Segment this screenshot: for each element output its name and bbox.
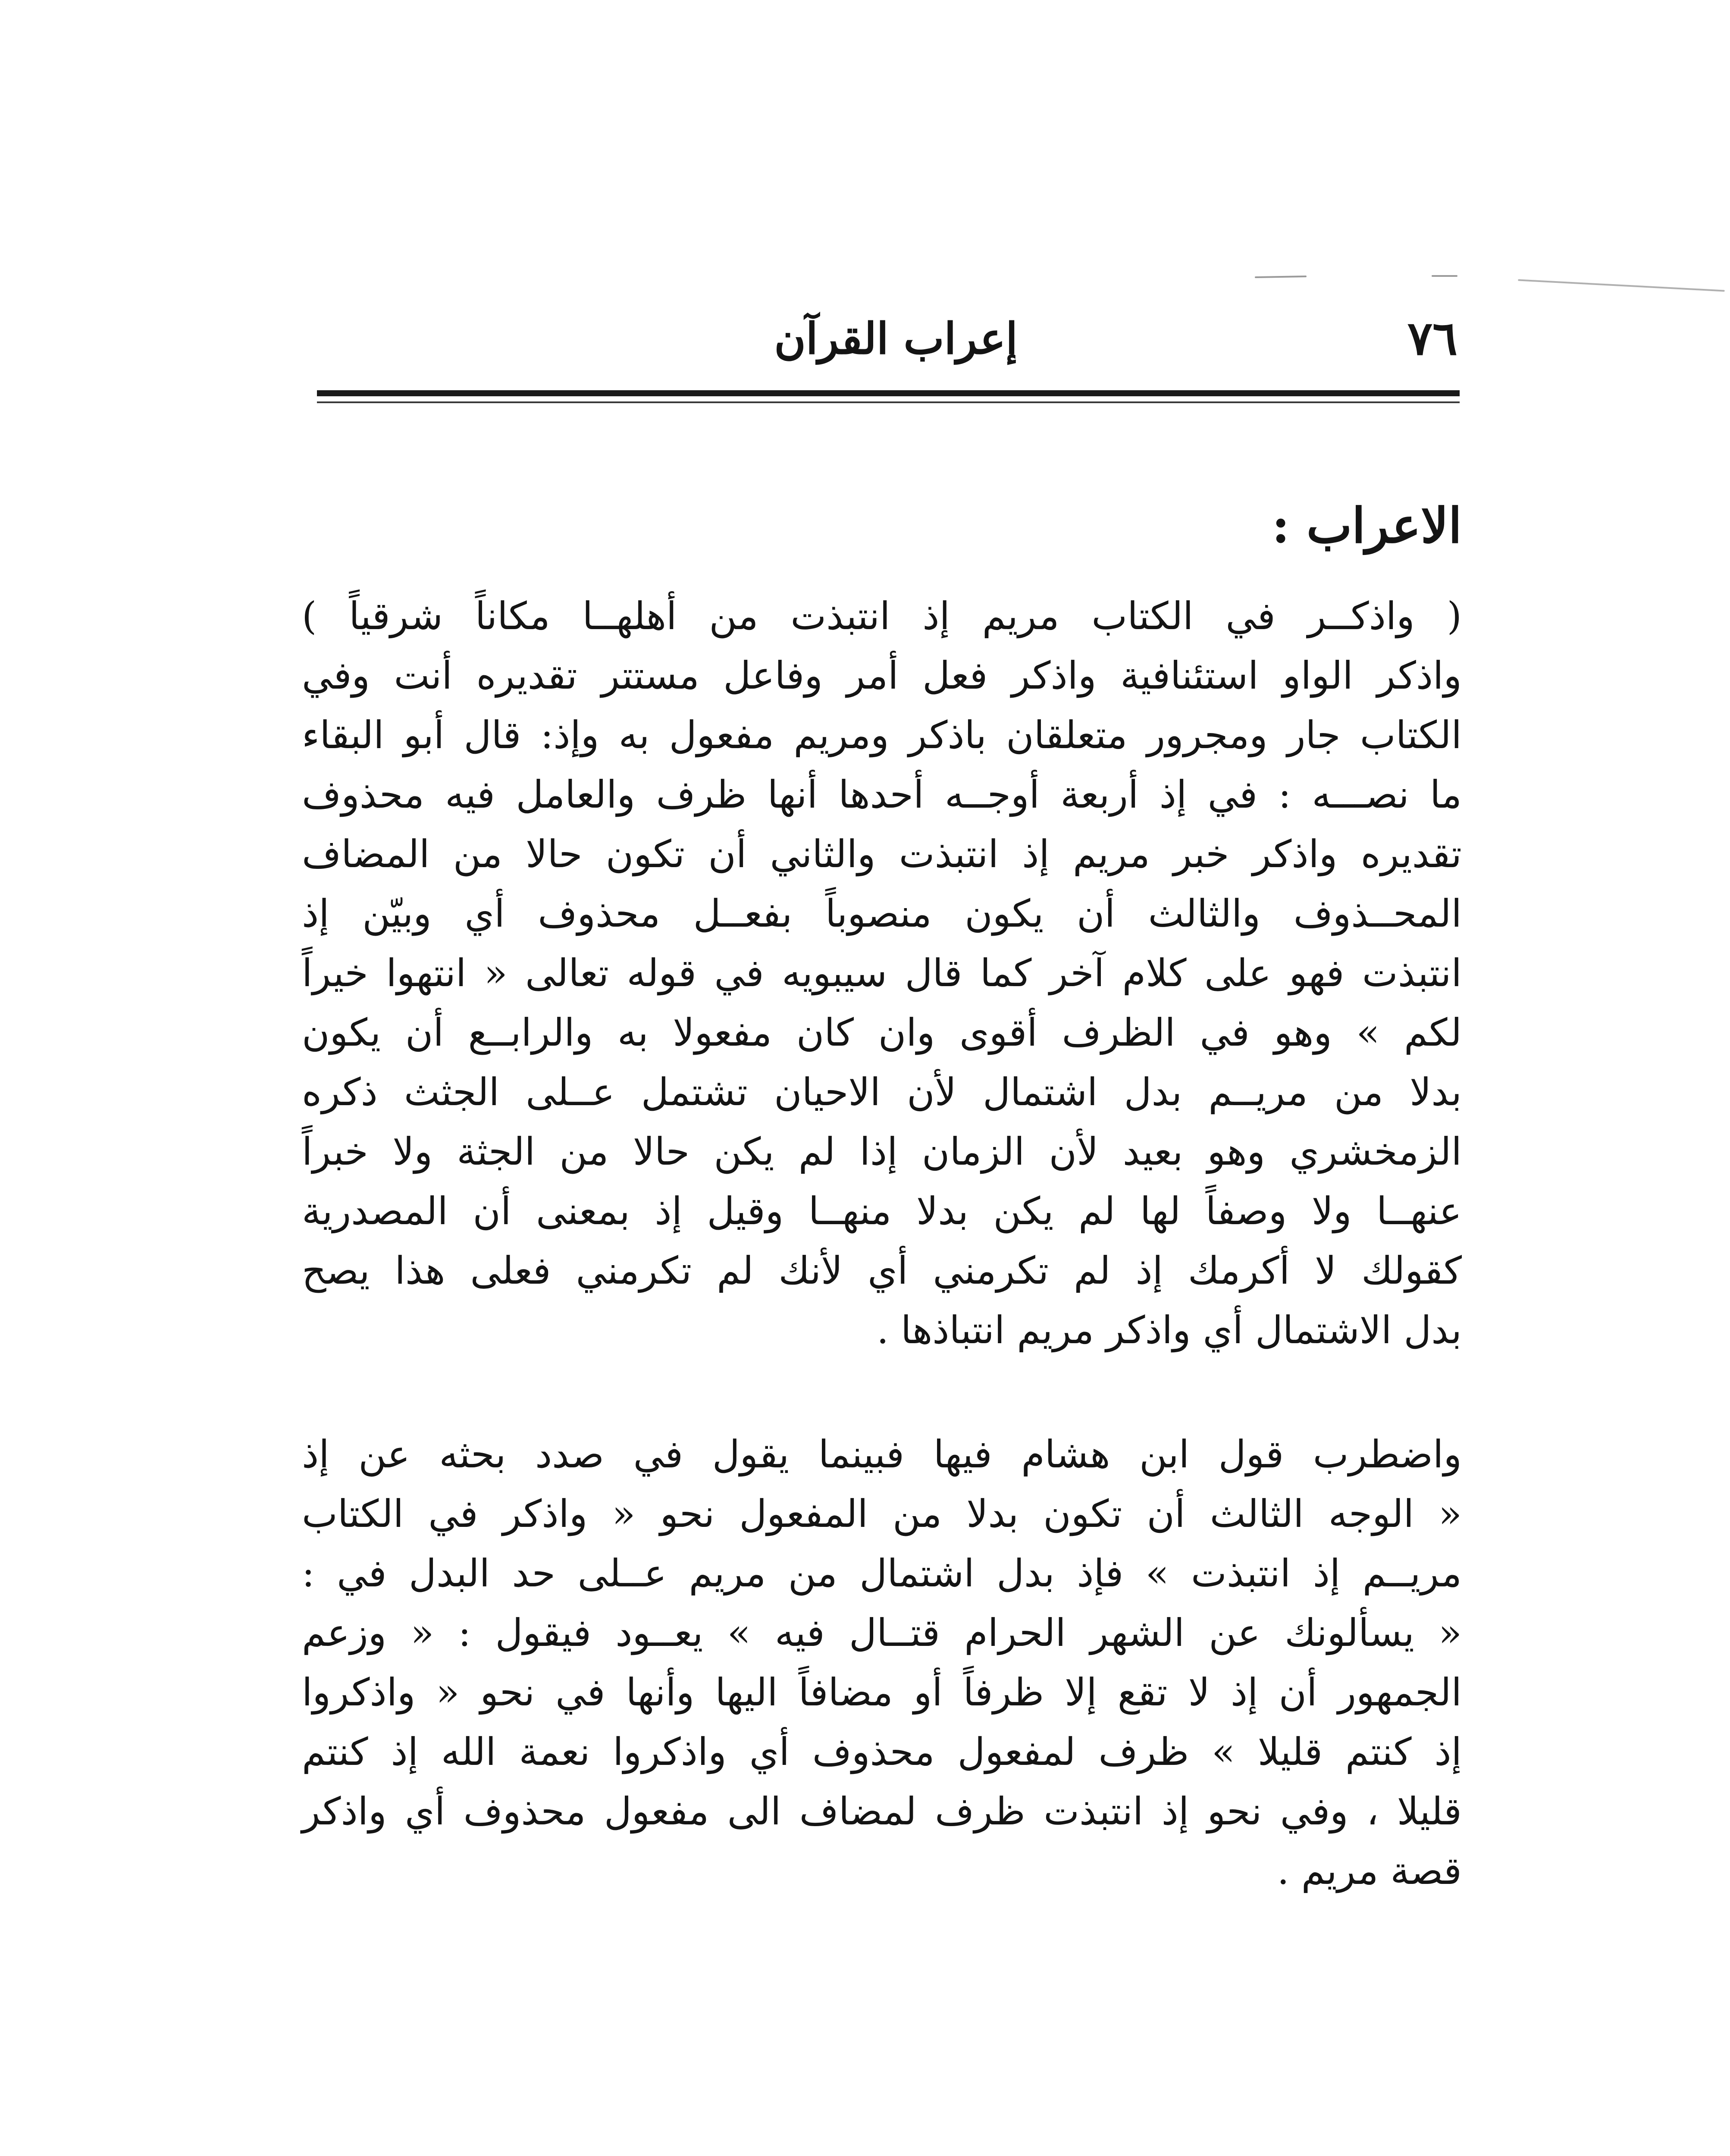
paragraph-1: [302, 586, 1462, 1360]
text-line: قصة مريم .: [1277, 1849, 1462, 1893]
text-line: « يسألونك عن الشهر الحرام قتــال فيه » يعــود فيقول : « وزعم: [302, 1611, 1462, 1655]
header-rule: [317, 390, 1460, 396]
text-line: « الوجه الثالث أن تكون بدلا من المفعول نحو « واذكر في الكتاب: [302, 1492, 1462, 1536]
text-line: الزمخشري وهو بعيد لأن الزمان إذا لم يكن حالا من الجثة ولا خبراً: [302, 1129, 1462, 1174]
text-line: كقولك لا أكرمك إذ لم تكرمني أي لأنك لم تكرمني فعلى هذا يصح: [302, 1248, 1462, 1293]
page-body: [302, 483, 1462, 1901]
text-line: إذ كنتم قليلا » ظرف لمفعول محذوف أي واذكروا نعمة الله إذ كنتم: [302, 1730, 1462, 1774]
scan-artifact: [1255, 276, 1307, 278]
text-line: ( واذكــر في الكتاب مريم إذ انتبذت من أهلهــا مكاناً شرقياً ): [302, 594, 1462, 638]
text-line: انتبذت فهو على كلام آخر كما قال سيبويه في قوله تعالى « انتهوا خيراً: [302, 951, 1462, 995]
text-line: واذكر الواو استئنافية واذكر فعل أمر وفاعل مستتر تقديره أنت وفي: [302, 653, 1462, 698]
section-heading: الاعراب :: [1272, 498, 1462, 554]
paragraph-2: [302, 1425, 1462, 1901]
text-line: بدلا من مريــم بدل اشتمال لأن الاحيان تشتمل عــلى الجثث ذكره: [302, 1070, 1462, 1114]
text-line: المحــذوف والثالث أن يكون منصوباً بفعــل محذوف أي وبيّن إذ: [302, 891, 1462, 936]
text-line: مريــم إذ انتبذت » فإذ بدل اشتمال من مريم عــلى حد البدل في :: [302, 1551, 1462, 1595]
text-line: ما نصـــه : في إذ أربعة أوجــه أحدها أنها ظرف والعامل فيه محذوف: [302, 772, 1462, 817]
text-line: الكتاب جار ومجرور متعلقان باذكر ومريم مفعول به وإذ: قال أبو البقاء: [302, 713, 1462, 757]
text-line: بدل الاشتمال أي واذكر مريم انتباذها .: [877, 1308, 1462, 1352]
scan-artifact: [1518, 279, 1725, 291]
page-number: ٧٦: [1407, 311, 1457, 366]
text-line: لكم » وهو في الظرف أقوى وان كان مفعولا به والرابــع أن يكون: [302, 1010, 1462, 1055]
running-header: [319, 302, 1457, 375]
text-line: تقديره واذكر خبر مريم إذ انتبذت والثاني أن تكون حالا من المضاف: [302, 832, 1462, 876]
text-line: قليلا ، وفي نحو إذ انتبذت ظرف لمضاف الى مفعول محذوف أي واذكر: [302, 1789, 1462, 1833]
text-line: الجمهور أن إذ لا تقع إلا ظرفاً أو مضافاً اليها وأنها في نحو « واذكروا: [302, 1670, 1462, 1714]
running-title: إعراب القرآن: [774, 313, 1018, 364]
text-line: واضطرب قول ابن هشام فيها فبينما يقول في صدد بحثه عن إذ: [302, 1432, 1462, 1476]
text-line: عنهــا ولا وصفاً لها لم يكن بدلا منهــا وقيل إذ بمعنى أن المصدرية: [302, 1189, 1462, 1233]
scan-artifact: [1432, 275, 1457, 277]
